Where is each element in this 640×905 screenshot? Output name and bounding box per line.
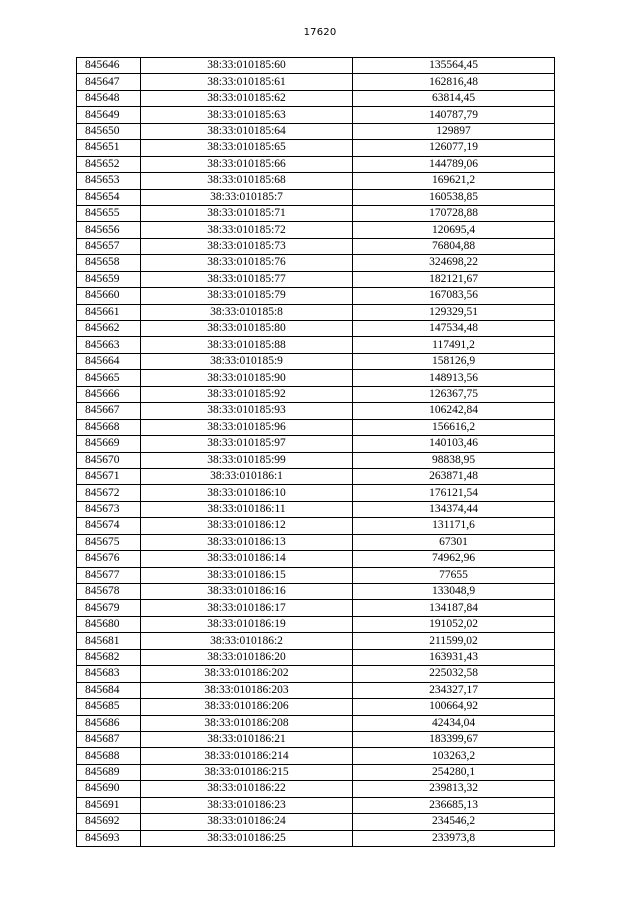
row-number-cell: 845684: [77, 682, 141, 698]
cadastral-number-cell: 38:33:010186:16: [141, 584, 353, 600]
value-cell: 156616,2: [353, 419, 555, 435]
row-number-cell: 845678: [77, 584, 141, 600]
cadastral-number-cell: 38:33:010185:61: [141, 74, 353, 90]
cadastral-number-cell: 38:33:010186:15: [141, 567, 353, 583]
row-number-cell: 845689: [77, 764, 141, 780]
row-number-cell: 845656: [77, 222, 141, 238]
cadastral-number-cell: 38:33:010186:1: [141, 468, 353, 484]
value-cell: 167083,56: [353, 288, 555, 304]
value-cell: 126077,19: [353, 140, 555, 156]
row-number-cell: 845672: [77, 485, 141, 501]
table-row: [77, 288, 555, 304]
row-number-cell: 845693: [77, 830, 141, 846]
table-row: [77, 173, 555, 189]
cadastral-number-cell: 38:33:010185:8: [141, 304, 353, 320]
cadastral-number-cell: 38:33:010186:13: [141, 534, 353, 550]
table-row: [77, 797, 555, 813]
table-row: [77, 649, 555, 665]
cadastral-number-cell: 38:33:010185:60: [141, 58, 353, 74]
row-number-cell: 845673: [77, 501, 141, 517]
row-number-cell: 845674: [77, 518, 141, 534]
table-row: [77, 189, 555, 205]
table-row: [77, 764, 555, 780]
table-row: [77, 666, 555, 682]
value-cell: 182121,67: [353, 271, 555, 287]
value-cell: 103263,2: [353, 748, 555, 764]
row-number-cell: 845668: [77, 419, 141, 435]
value-cell: 162816,48: [353, 74, 555, 90]
table-row: [77, 107, 555, 123]
table-row: [77, 321, 555, 337]
table-row: [77, 781, 555, 797]
table-row: [77, 600, 555, 616]
cadastral-number-cell: 38:33:010185:62: [141, 90, 353, 106]
value-cell: 144789,06: [353, 156, 555, 172]
table-row: [77, 386, 555, 402]
row-number-cell: 845688: [77, 748, 141, 764]
table-row: [77, 731, 555, 747]
page-number: 17620: [303, 27, 337, 38]
table-row: [77, 255, 555, 271]
table-row: [77, 90, 555, 106]
table-row: [77, 715, 555, 731]
value-cell: 106242,84: [353, 403, 555, 419]
table-row: [77, 567, 555, 583]
row-number-cell: 845658: [77, 255, 141, 271]
table-row: [77, 74, 555, 90]
cadastral-table: [76, 57, 555, 847]
row-number-cell: 845653: [77, 173, 141, 189]
table-row: [77, 468, 555, 484]
cadastral-number-cell: 38:33:010185:99: [141, 452, 353, 468]
row-number-cell: 845667: [77, 403, 141, 419]
row-number-cell: 845647: [77, 74, 141, 90]
cadastral-number-cell: 38:33:010186:206: [141, 699, 353, 715]
value-cell: 225032,58: [353, 666, 555, 682]
row-number-cell: 845650: [77, 123, 141, 139]
table-row: [77, 370, 555, 386]
value-cell: 254280,1: [353, 764, 555, 780]
table-row: [77, 830, 555, 846]
value-cell: 140103,46: [353, 436, 555, 452]
value-cell: 131171,6: [353, 518, 555, 534]
row-number-cell: 845661: [77, 304, 141, 320]
cadastral-number-cell: 38:33:010186:19: [141, 616, 353, 632]
cadastral-number-cell: 38:33:010186:22: [141, 781, 353, 797]
row-number-cell: 845646: [77, 58, 141, 74]
value-cell: 129329,51: [353, 304, 555, 320]
table-row: [77, 419, 555, 435]
table-row: [77, 485, 555, 501]
cadastral-number-cell: 38:33:010186:10: [141, 485, 353, 501]
cadastral-number-cell: 38:33:010186:24: [141, 814, 353, 830]
value-cell: 324698,22: [353, 255, 555, 271]
row-number-cell: 845680: [77, 616, 141, 632]
value-cell: 117491,2: [353, 337, 555, 353]
row-number-cell: 845691: [77, 797, 141, 813]
row-number-cell: 845664: [77, 353, 141, 369]
table-row: [77, 534, 555, 550]
cadastral-number-cell: 38:33:010185:76: [141, 255, 353, 271]
table-row: [77, 123, 555, 139]
row-number-cell: 845655: [77, 205, 141, 221]
value-cell: 134374,44: [353, 501, 555, 517]
value-cell: 77655: [353, 567, 555, 583]
row-number-cell: 845683: [77, 666, 141, 682]
value-cell: 234546,2: [353, 814, 555, 830]
row-number-cell: 845669: [77, 436, 141, 452]
row-number-cell: 845666: [77, 386, 141, 402]
table-row: [77, 140, 555, 156]
table-row: [77, 304, 555, 320]
value-cell: 160538,85: [353, 189, 555, 205]
row-number-cell: 845652: [77, 156, 141, 172]
table-row: [77, 222, 555, 238]
value-cell: 176121,54: [353, 485, 555, 501]
table-row: [77, 682, 555, 698]
cadastral-number-cell: 38:33:010185:7: [141, 189, 353, 205]
cadastral-number-cell: 38:33:010185:92: [141, 386, 353, 402]
value-cell: 170728,88: [353, 205, 555, 221]
row-number-cell: 845686: [77, 715, 141, 731]
table-row: [77, 633, 555, 649]
table-row: [77, 353, 555, 369]
row-number-cell: 845657: [77, 238, 141, 254]
table-row: [77, 156, 555, 172]
cadastral-number-cell: 38:33:010186:20: [141, 649, 353, 665]
cadastral-number-cell: 38:33:010186:11: [141, 501, 353, 517]
row-number-cell: 845675: [77, 534, 141, 550]
row-number-cell: 845681: [77, 633, 141, 649]
value-cell: 67301: [353, 534, 555, 550]
cadastral-number-cell: 38:33:010185:72: [141, 222, 353, 238]
cadastral-number-cell: 38:33:010186:208: [141, 715, 353, 731]
cadastral-number-cell: 38:33:010185:63: [141, 107, 353, 123]
value-cell: 191052,02: [353, 616, 555, 632]
value-cell: 163931,43: [353, 649, 555, 665]
row-number-cell: 845685: [77, 699, 141, 715]
value-cell: 100664,92: [353, 699, 555, 715]
cadastral-number-cell: 38:33:010186:25: [141, 830, 353, 846]
value-cell: 147534,48: [353, 321, 555, 337]
table-body: [77, 58, 555, 847]
value-cell: 74962,96: [353, 551, 555, 567]
row-number-cell: 845670: [77, 452, 141, 468]
table-row: [77, 551, 555, 567]
value-cell: 233973,8: [353, 830, 555, 846]
cadastral-number-cell: 38:33:010185:64: [141, 123, 353, 139]
cadastral-number-cell: 38:33:010186:2: [141, 633, 353, 649]
value-cell: 183399,67: [353, 731, 555, 747]
table-row: [77, 452, 555, 468]
row-number-cell: 845677: [77, 567, 141, 583]
table-row: [77, 436, 555, 452]
cadastral-number-cell: 38:33:010186:203: [141, 682, 353, 698]
value-cell: 158126,9: [353, 353, 555, 369]
value-cell: 134187,84: [353, 600, 555, 616]
value-cell: 169621,2: [353, 173, 555, 189]
table-row: [77, 238, 555, 254]
cadastral-number-cell: 38:33:010185:79: [141, 288, 353, 304]
value-cell: 148913,56: [353, 370, 555, 386]
row-number-cell: 845654: [77, 189, 141, 205]
cadastral-number-cell: 38:33:010186:214: [141, 748, 353, 764]
row-number-cell: 845676: [77, 551, 141, 567]
row-number-cell: 845682: [77, 649, 141, 665]
table-row: [77, 205, 555, 221]
row-number-cell: 845651: [77, 140, 141, 156]
table-row: [77, 748, 555, 764]
cadastral-number-cell: 38:33:010186:23: [141, 797, 353, 813]
value-cell: 263871,48: [353, 468, 555, 484]
table-row: [77, 814, 555, 830]
cadastral-number-cell: 38:33:010185:65: [141, 140, 353, 156]
value-cell: 126367,75: [353, 386, 555, 402]
row-number-cell: 845663: [77, 337, 141, 353]
table-row: [77, 501, 555, 517]
value-cell: 236685,13: [353, 797, 555, 813]
row-number-cell: 845659: [77, 271, 141, 287]
cadastral-number-cell: 38:33:010185:88: [141, 337, 353, 353]
cadastral-number-cell: 38:33:010186:14: [141, 551, 353, 567]
table-row: [77, 584, 555, 600]
table-row: [77, 337, 555, 353]
cadastral-number-cell: 38:33:010185:96: [141, 419, 353, 435]
table-row: [77, 699, 555, 715]
cadastral-number-cell: 38:33:010186:12: [141, 518, 353, 534]
table-row: [77, 271, 555, 287]
row-number-cell: 845671: [77, 468, 141, 484]
value-cell: 133048,9: [353, 584, 555, 600]
cadastral-number-cell: 38:33:010186:215: [141, 764, 353, 780]
table-row: [77, 616, 555, 632]
cadastral-number-cell: 38:33:010185:90: [141, 370, 353, 386]
cadastral-number-cell: 38:33:010186:21: [141, 731, 353, 747]
value-cell: 140787,79: [353, 107, 555, 123]
table-row: [77, 518, 555, 534]
value-cell: 63814,45: [353, 90, 555, 106]
value-cell: 98838,95: [353, 452, 555, 468]
value-cell: 120695,4: [353, 222, 555, 238]
cadastral-number-cell: 38:33:010185:9: [141, 353, 353, 369]
value-cell: 76804,88: [353, 238, 555, 254]
cadastral-number-cell: 38:33:010185:93: [141, 403, 353, 419]
cadastral-number-cell: 38:33:010185:77: [141, 271, 353, 287]
row-number-cell: 845648: [77, 90, 141, 106]
row-number-cell: 845692: [77, 814, 141, 830]
cadastral-number-cell: 38:33:010186:202: [141, 666, 353, 682]
value-cell: 42434,04: [353, 715, 555, 731]
row-number-cell: 845662: [77, 321, 141, 337]
cadastral-number-cell: 38:33:010185:71: [141, 205, 353, 221]
cadastral-number-cell: 38:33:010185:73: [141, 238, 353, 254]
value-cell: 135564,45: [353, 58, 555, 74]
value-cell: 211599,02: [353, 633, 555, 649]
cadastral-number-cell: 38:33:010185:97: [141, 436, 353, 452]
row-number-cell: 845679: [77, 600, 141, 616]
row-number-cell: 845660: [77, 288, 141, 304]
cadastral-number-cell: 38:33:010186:17: [141, 600, 353, 616]
cadastral-number-cell: 38:33:010185:80: [141, 321, 353, 337]
row-number-cell: 845690: [77, 781, 141, 797]
table-row: [77, 403, 555, 419]
row-number-cell: 845687: [77, 731, 141, 747]
cadastral-number-cell: 38:33:010185:68: [141, 173, 353, 189]
table-row: [77, 58, 555, 74]
cadastral-number-cell: 38:33:010185:66: [141, 156, 353, 172]
row-number-cell: 845665: [77, 370, 141, 386]
row-number-cell: 845649: [77, 107, 141, 123]
value-cell: 239813,32: [353, 781, 555, 797]
value-cell: 234327,17: [353, 682, 555, 698]
value-cell: 129897: [353, 123, 555, 139]
